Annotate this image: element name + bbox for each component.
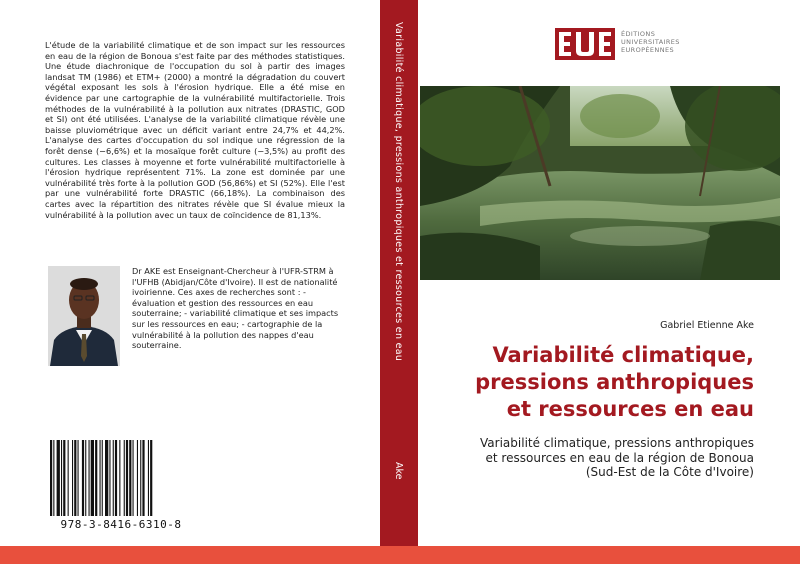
barcode-bar	[95, 440, 97, 516]
barcode-bar	[113, 440, 114, 516]
cover-photo-river	[420, 86, 780, 280]
barcode-bar	[50, 440, 52, 516]
barcode-bar	[133, 440, 134, 516]
author-bio: Dr AKE est Enseignant-Chercheur à l'UFR-STRM à l'UFHB (Abidjan/Côte d'Ivoire). Il est de nationalité ivoirienne. Ces axes de recherches sont : - évaluation et gestion des ressources en eau souterraine; - variabilité climatique et ses impacts sur les ressources en eau; - cartographie de la vulnérabilité à la pollution des nappes d'eau souterraine.	[132, 266, 339, 351]
barcode-bar	[91, 440, 94, 516]
front-author: Gabriel Etienne Ake	[660, 320, 754, 331]
isbn-barcode	[46, 440, 196, 530]
barcode-bar	[105, 440, 108, 516]
barcode-bar	[89, 440, 90, 516]
barcode-bar	[61, 440, 62, 516]
publisher-logo	[555, 28, 615, 60]
barcode-bar	[119, 440, 120, 516]
barcode-bar	[74, 440, 76, 516]
barcode-bar	[109, 440, 110, 516]
barcode-bar	[148, 440, 149, 516]
barcode-bar	[63, 440, 65, 516]
barcode-bar	[53, 440, 54, 516]
bottom-band	[0, 546, 800, 564]
barcode-bar	[85, 440, 86, 516]
spine-title: Variabilité climatique, pressions anthropiques et ressources en eau	[393, 22, 404, 362]
barcode-bar	[140, 440, 141, 516]
barcode-bar	[82, 440, 84, 516]
abstract-text: L'étude de la variabilité climatique et de son impact sur les ressources en eau de la région de Bonoua s'est faite par des méthodes statistiques. Une étude diachronique de l'occupation du sol à partir des images landsat TM (1986) et ETM+ (2000) a montré la dégradation du couvert végétal exposant les sols à l'érosion hydrique. Elle a été mise en évidence par une cartographie de la vulnérabilité multifactorielle. Trois méthodes de la vulnérabilité à la pollution aux nitrates (DRASTIC, GOD et SI) ont été utilisées. L'analyse de la variabilité climatique révèle une baisse pluviométrique avec un déficit variant entre 24,7% et 44,2%. L'analyse des cartes d'occupation du sol indique une régression de la forêt dense (−6,6%) et la mosaïque forêt culture (−3,5%) au profit des cultures. Les classes à moyenne et forte vulnérabilité multifactorielle à l'érosion hydrique représentent 71%. La zone est dominée par une vulnérabilité très forte à la pollution GOD (56,86%) et SI (52%). Elle l'est par une vulnérabilité forte DRASTIC (66,18%). La combinaison des cartes avec la répartition des nitrates révèle que SI évalue mieux la vulnérabilité à la pollution avec un taux de coïncidence de 81,13%.	[45, 40, 345, 220]
barcode-bar	[57, 440, 60, 516]
publisher-line-1: ÉDITIONS	[621, 30, 656, 38]
publisher-name	[621, 30, 680, 54]
barcode-bar	[102, 440, 103, 516]
publisher-logo-block	[555, 28, 755, 64]
barcode-bar	[137, 440, 138, 516]
barcode-bar	[142, 440, 144, 516]
spine-author: Ake	[393, 462, 404, 480]
barcode-bar	[68, 440, 69, 516]
barcode-bar	[150, 440, 152, 516]
barcode-bar	[129, 440, 131, 516]
publisher-line-2: UNIVERSITAIRES	[621, 38, 680, 46]
publisher-line-3: EUROPÉENNES	[621, 46, 674, 54]
barcode-bars	[46, 440, 196, 518]
author-photo	[48, 266, 120, 366]
barcode-bar	[115, 440, 117, 516]
book-subtitle: Variabilité climatique, pressions anthropiques et ressources en eau de la région de Bonoua (Sud-Est de la Côte d'Ivoire)	[480, 436, 754, 479]
book-title: Variabilité climatique, pressions anthropiques et ressources en eau	[475, 343, 754, 421]
isbn-number: 978-3-8416-6310-8	[60, 518, 182, 531]
barcode-bar	[126, 440, 128, 516]
barcode-bar	[124, 440, 125, 516]
barcode-bar	[100, 440, 101, 516]
barcode-bar	[72, 440, 73, 516]
barcode-bar	[78, 440, 79, 516]
